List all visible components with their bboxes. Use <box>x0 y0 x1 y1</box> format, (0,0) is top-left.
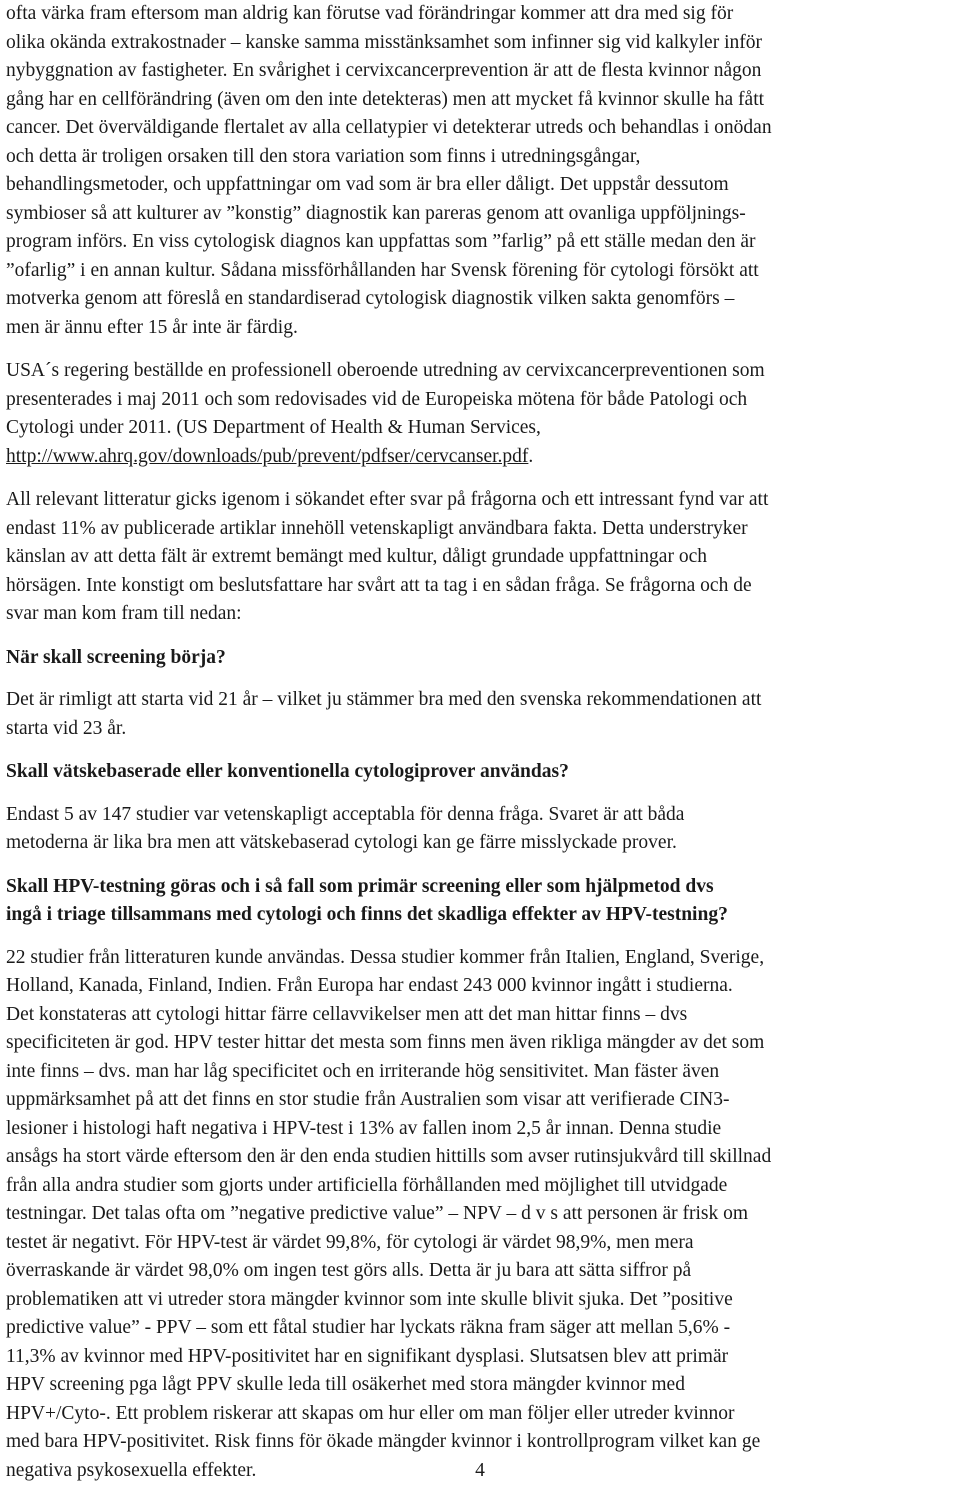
heading-line: Skall vätskebaserade eller konventionella cytologiprover användas? <box>6 761 569 782</box>
text-line: problematiken att vi utreder stora mängder kvinnor som inte skulle blivit sjuka. Det ”positive <box>6 1288 733 1310</box>
heading-line: När skall screening börja? <box>6 646 226 668</box>
text-line: testningar. Det talas ofta om ”negative predictive value” – NPV – d v s att personen är frisk om <box>6 1203 749 1224</box>
text-line: specificiteten är god. HPV tester hittar det mesta som finns men även rikliga mängder av det som <box>6 1032 765 1053</box>
text-line: Det konstateras att cytologi hittar färre cellavvikelser men att det man hittar finns – dvs <box>6 1003 688 1025</box>
text-line: ”ofarlig” i en annan kultur. Sådana missförhållanden har Svensk förening för cytologi försökt att <box>6 259 759 281</box>
text-line: med bara HPV-positivitet. Risk finns för ökade mängder kvinnor i kontrollprogram vilket kan ge <box>6 1431 761 1452</box>
heading-line: ingå i triage tillsammans med cytologi och finns det skadliga effekter av HPV-testning? <box>6 904 728 925</box>
text-line: hörsägen. Inte konstigt om beslutsfattare har svårt att ta tag i en sådan fråga. Se frågorna och de <box>6 574 752 596</box>
text-line: Endast 5 av 147 studier var vetenskapligt acceptabla för denna fråga. Svaret är att båda <box>6 803 685 825</box>
text-line: Cytologi under 2011. (US Department of Health & Human Services, <box>6 417 541 438</box>
text-line: negativa psykosexuella effekter. <box>6 1459 257 1481</box>
question-heading <box>6 644 956 673</box>
usa-paragraph <box>6 357 956 471</box>
text-line: HPV screening pga lågt PPV skulle leda till osäkerhet med stora mängder kvinnor med <box>6 1374 685 1395</box>
text-line: Det är rimligt att starta vid 21 år – vilket ju stämmer bra med den svenska rekommendationen att <box>6 689 762 710</box>
text-line: men är ännu efter 15 år inte är färdig. <box>6 316 298 338</box>
text-line: USA´s regering beställde en professionell oberoende utredning av cervixcancerpreventionen som <box>6 360 765 381</box>
text-line: ansågs ha stort värde eftersom den är den enda studien hittills som avser rutinsjukvård till skillnad <box>6 1146 772 1167</box>
text-line: symbioser så att kulturer av ”konstig” diagnostik kan pareras genom att ovanliga uppföljnings- <box>6 202 746 224</box>
text-line: presenterades i maj 2011 och som redovisades vid de Europeiska mötena för både Patologi och <box>6 388 748 410</box>
text-line: nybyggnation av fastigheter. En svårighet i cervixcancerprevention är att de flesta kvinnor någon <box>6 60 762 81</box>
text-line: All relevant litteratur gicks igenom i sökandet efter svar på frågorna och ett intressant fynd var att <box>6 489 769 510</box>
text-line: Holland, Kanada, Finland, Indien. Från Europa har endast 243 000 kvinnor ingått i studierna. <box>6 975 733 996</box>
question-heading <box>6 758 956 787</box>
text-line: starta vid 23 år. <box>6 717 127 739</box>
text-line: behandlingsmetoder, och uppfattningar om vad som är bra eller dåligt. Det uppstår dessutom <box>6 174 729 195</box>
link-line <box>6 443 956 472</box>
literature-paragraph <box>6 486 956 629</box>
text-line: program införs. En viss cytologisk diagnos kan uppfattas som ”farlig” på ett ställe medan den är <box>6 231 756 252</box>
report-link[interactable]: http://www.ahrq.gov/downloads/pub/prevent/pdfser/cervcanser.pdf <box>6 445 529 467</box>
text-line: predictive value” - PPV – som ett fåtal studier har lyckats räkna fram säger att mellan 5,6% - <box>6 1317 731 1338</box>
text-line: uppmärksamhet på att det finns en stor studie från Australien som visar att verifierade CIN3- <box>6 1089 730 1110</box>
text-line: testet är negativt. För HPV-test är värdet 99,8%, för cytologi är värdet 98,9%, men mera <box>6 1231 694 1253</box>
heading-line: Skall HPV-testning göras och i så fall som primär screening eller som hjälpmetod dvs <box>6 875 714 897</box>
answer-paragraph <box>6 944 956 1486</box>
answer-paragraph <box>6 801 956 858</box>
document-page <box>6 0 956 1500</box>
answer-paragraph <box>6 686 956 743</box>
text-line: och detta är troligen orsaken till den stora variation som finns i utredningsgångar, <box>6 145 641 167</box>
text-line: känslan av att detta fält är extremt bemängt med kultur, dåligt grundade uppfattningar och <box>6 546 707 567</box>
text-line: HPV+/Cyto-. Ett problem riskerar att skapas om hur eller om man följer eller utreder kvinnor <box>6 1402 735 1424</box>
text-line: gång har en cellförändring (även om den inte detekteras) men att mycket få kvinnor skulle ha fått <box>6 88 765 110</box>
text-line: cancer. Det överväldigande flertalet av alla cellatypier vi detekterar utreds och behandlas i onödan <box>6 117 772 138</box>
text-line: olika okända extrakostnader – kanske samma misstänksamhet som infinner sig vid kalkyler inför <box>6 31 762 53</box>
intro-paragraph <box>6 0 956 342</box>
text-line: lesioner i histologi haft negativa i HPV-test i 13% av fallen inom 2,5 år innan. Denna studie <box>6 1117 722 1139</box>
text-line: endast 11% av publicerade artiklar innehöll vetenskapligt användbara fakta. Detta understryker <box>6 517 748 539</box>
text-line: motverka genom att föreslå en standardiserad cytologisk diagnostik vilken sakta genomförs – <box>6 288 735 309</box>
question-heading <box>6 873 956 930</box>
text-line: överraskande är värdet 98,0% om ingen test görs alls. Detta är ju bara att sätta siffror på <box>6 1260 692 1281</box>
page-number: 4 <box>475 1460 485 1481</box>
text-line: metoderna är lika bra men att vätskebaserad cytologi kan ge färre misslyckade prover. <box>6 832 677 853</box>
text-line: inte finns – dvs. man har låg specificitet och en irriterande hög sensitivitet. Man fäster även <box>6 1060 720 1082</box>
text-line: 11,3% av kvinnor med HPV-positivitet har en signifikant dysplasi. Slutsatsen blev att primär <box>6 1345 729 1367</box>
text-line: svar man kom fram till nedan: <box>6 603 242 624</box>
text-line: 22 studier från litteraturen kunde användas. Dessa studier kommer från Italien, England, Sverige, <box>6 946 765 968</box>
link-suffix: . <box>528 445 534 467</box>
text-line: från alla andra studier som gjorts under artificiella förhållanden med möjlighet till utvidgade <box>6 1174 728 1196</box>
text-line: ofta värka fram eftersom man aldrig kan förutse vad förändringar kommer att dra med sig för <box>6 3 734 24</box>
